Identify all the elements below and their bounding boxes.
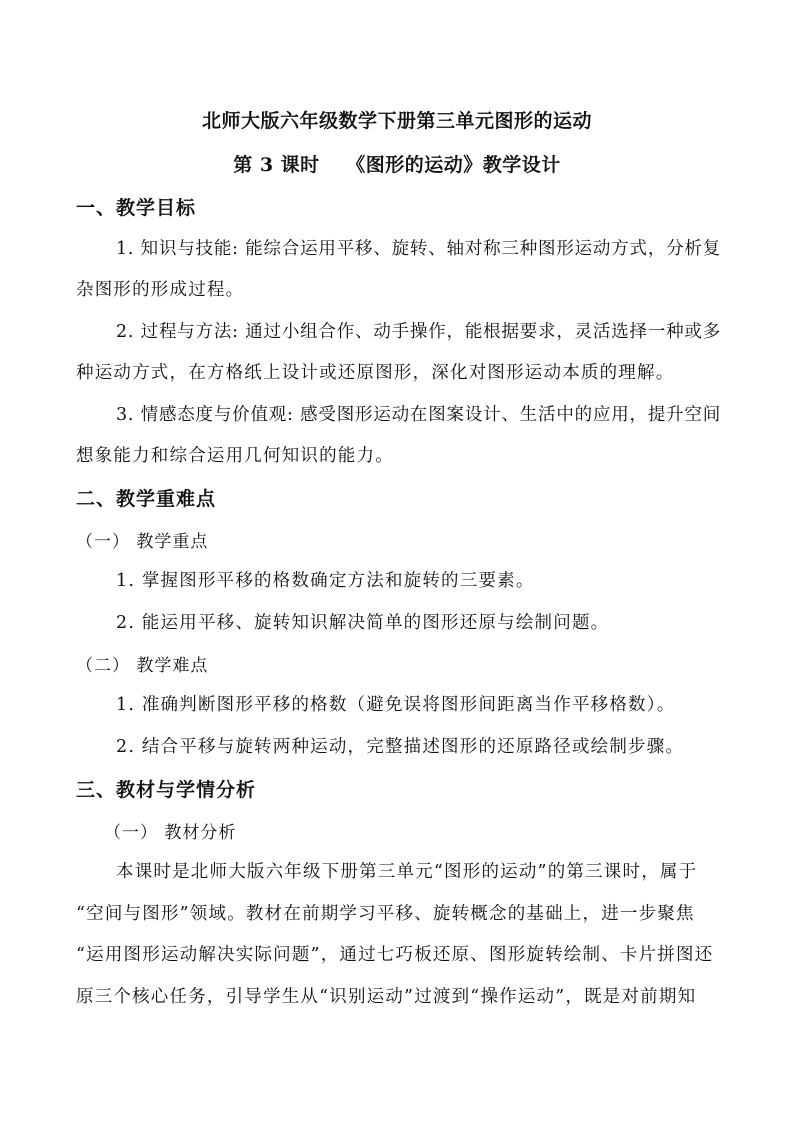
key-point-2: 2. 能运用平移、旋转知识解决简单的图形还原与绘制问题。 — [116, 613, 610, 633]
objective-2-line-2: 种运动方式，在方格纸上设计或还原图形，深化对图形运动本质的理解。 — [76, 363, 675, 383]
section-heading-key-points: 二、教学重难点 — [76, 488, 217, 510]
document-title: 北师大版六年级数学下册第三单元图形的运动 — [201, 110, 592, 132]
section-heading-objectives: 一、教学目标 — [76, 197, 197, 219]
objective-2-line-1: 2. 过程与方法: 通过小组合作、动手操作，能根据要求，灵活选择一种或多 — [116, 322, 722, 342]
difficulty-2: 2. 结合平移与旋转两种运动，完整描述图形的还原路径或绘制步骤。 — [116, 737, 685, 757]
objective-3-line-1: 3. 情感态度与价值观: 感受图形运动在图案设计、生活中的应用，提升空间 — [116, 405, 722, 425]
subheading-textbook-analysis: （一） 教材分析 — [104, 823, 237, 843]
subheading-key-points: （一） 教学重点 — [76, 532, 209, 552]
section-heading-analysis: 三、教材与学情分析 — [76, 779, 257, 801]
objective-1-line-2: 杂图形的形成过程。 — [76, 280, 245, 300]
subheading-difficulties: （二） 教学难点 — [76, 656, 209, 676]
analysis-line-4: 原三个核心任务，引导学生从“识别运动”过渡到“操作运动”，既是对前期知 — [76, 987, 697, 1007]
objective-1-line-1: 1. 知识与技能: 能综合运用平移、旋转、轴对称三种图形运动方式，分析复 — [116, 239, 722, 259]
analysis-line-3: “运用图形运动解决实际问题”，通过七巧板还原、图形旋转绘制、卡片拼图还 — [76, 945, 714, 965]
document-subtitle: 第 3 课时 《图形的运动》教学设计 — [233, 154, 561, 176]
objective-3-line-2: 想象能力和综合运用几何知识的能力。 — [76, 446, 394, 466]
analysis-line-1: 本课时是北师大版六年级下册第三单元“图形的运动”的第三课时，属于 — [116, 862, 698, 882]
difficulty-1: 1. 准确判断图形平移的格数（避免误将图形间距离当作平移格数）。 — [116, 695, 676, 715]
key-point-1: 1. 掌握图形平移的格数确定方法和旋转的三要素。 — [116, 571, 535, 591]
analysis-line-2: “空间与图形”领域。教材在前期学习平移、旋转概念的基础上，进一步聚焦 — [76, 904, 695, 924]
